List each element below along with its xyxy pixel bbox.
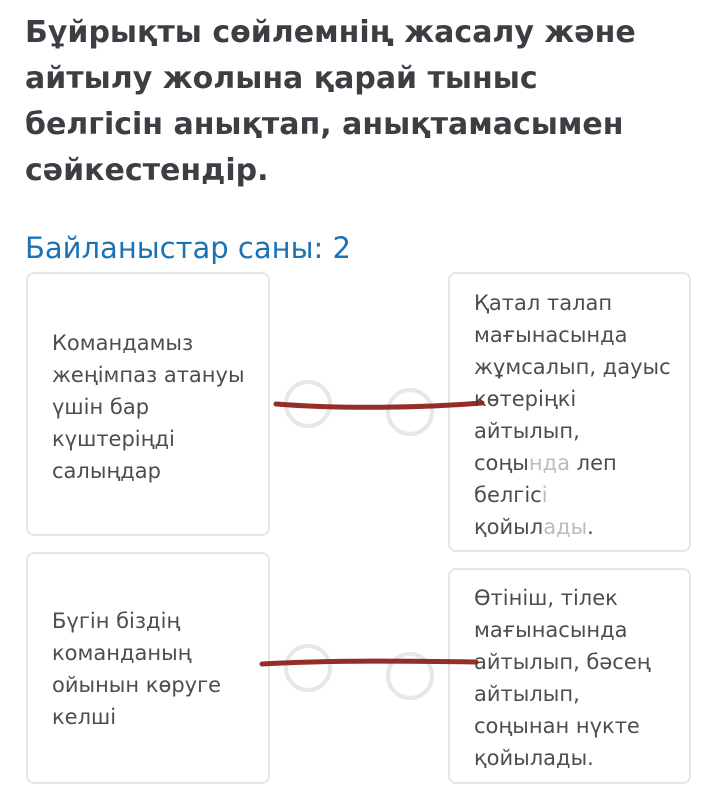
right-option-2-text: Өтініш, тілек мағынасында айтылып, бәсең айтылып, соңынан нүкте қойылады.	[474, 586, 651, 770]
left-connector-dot-2[interactable]	[284, 644, 332, 692]
connections-count	[25, 228, 351, 268]
right-option-1-text-faded: і	[541, 483, 548, 507]
right-option-1-text-part: қойыл	[474, 515, 544, 539]
right-option-1-text	[474, 287, 688, 543]
left-connector-dot-1[interactable]	[284, 380, 332, 428]
right-option-2[interactable]	[448, 568, 691, 784]
connections-count-label: Байланыстар саны:	[25, 231, 324, 265]
left-option-1-text: Командамыз жеңімпаз атануы үшін бар күштеріңді салыңдар	[52, 331, 245, 483]
right-connector-dot-2[interactable]	[386, 652, 434, 700]
left-option-1[interactable]	[26, 272, 270, 536]
right-option-1-text-faded: нда	[528, 451, 570, 475]
right-option-1-text-faded: ады	[543, 515, 588, 539]
right-option-1-text-part: леп белгіс	[474, 451, 617, 507]
right-option-1-text-part: Қатал талап мағынасында жұмсалып, дауыс көтеріңкі айтылып, соңы	[474, 291, 671, 475]
connections-count-value: 2	[332, 231, 351, 265]
right-option-1[interactable]	[448, 272, 691, 552]
left-option-2-text: Бүгін біздің команданың ойынын көруге келші	[52, 609, 222, 729]
right-option-1-text-part: .	[587, 515, 594, 539]
right-connector-dot-1[interactable]	[386, 388, 434, 436]
question-title: Бұйрықты сөйлемнің жасалу және айтылу жолына қарай тыныс белгісін анықтап, анықтамасымен сәйкестендір.	[25, 15, 636, 188]
left-option-2[interactable]	[26, 552, 270, 784]
